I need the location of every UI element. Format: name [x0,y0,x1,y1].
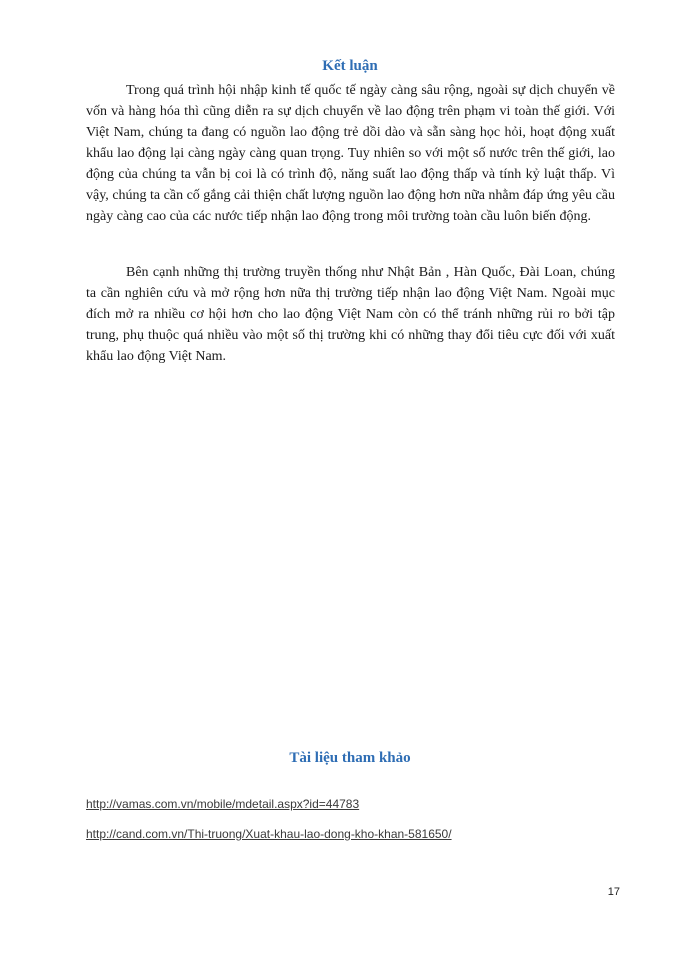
conclusion-paragraph-1: Trong quá trình hội nhập kinh tế quốc tế ngày càng sâu rộng, ngoài sự dịch chuyển về vốn và hàng hóa thì cũng diễn ra sự dịch chuyển về lao động trên phạm vi toàn thế giới. Với Việt Nam, chúng ta đang có nguồn lao động trẻ dồi dào và sẵn sàng học hỏi, hoạt động xuất khẩu lao động lại càng ngày càng quan trọng. Tuy nhiên so với một số nước trên thế giới, lao động của chúng ta vẫn bị coi là có trình độ, năng suất lao động thấp và tính kỷ luật thấp. Vì vậy, chúng ta cần cố gắng cải thiện chất lượng nguồn lao động hơn nữa nhằm đáp ứng yêu cầu ngày càng cao của các nước tiếp nhận lao động trong môi trường toàn cầu luôn biến động. [86,83,615,224]
references-heading: Tài liệu tham khảo [289,750,411,766]
references-list [86,795,615,855]
conclusion-heading: Kết luận [322,58,378,74]
reference-item [86,825,615,843]
reference-link-2[interactable]: http://cand.com.vn/Thi-truong/Xuat-khau-lao-dong-kho-khan-581650/ [86,827,452,841]
page-number: 17 [607,886,620,898]
reference-item [86,795,615,813]
reference-link-1[interactable]: http://vamas.com.vn/mobile/mdetail.aspx?id=44783 [86,797,360,811]
conclusion-paragraph-2: Bên cạnh những thị trường truyền thống như Nhật Bản , Hàn Quốc, Đài Loan, chúng ta cần nghiên cứu và mở rộng hơn nữa thị trường tiếp nhận lao động Việt Nam. Ngoài mục đích mở ra nhiều cơ hội hơn cho lao động Việt Nam còn có thể tránh những rủi ro bởi tập trung, phụ thuộc quá nhiều vào một số thị trường khi có những thay đổi tiêu cực đối với xuất khẩu lao động Việt Nam. [86,265,615,364]
